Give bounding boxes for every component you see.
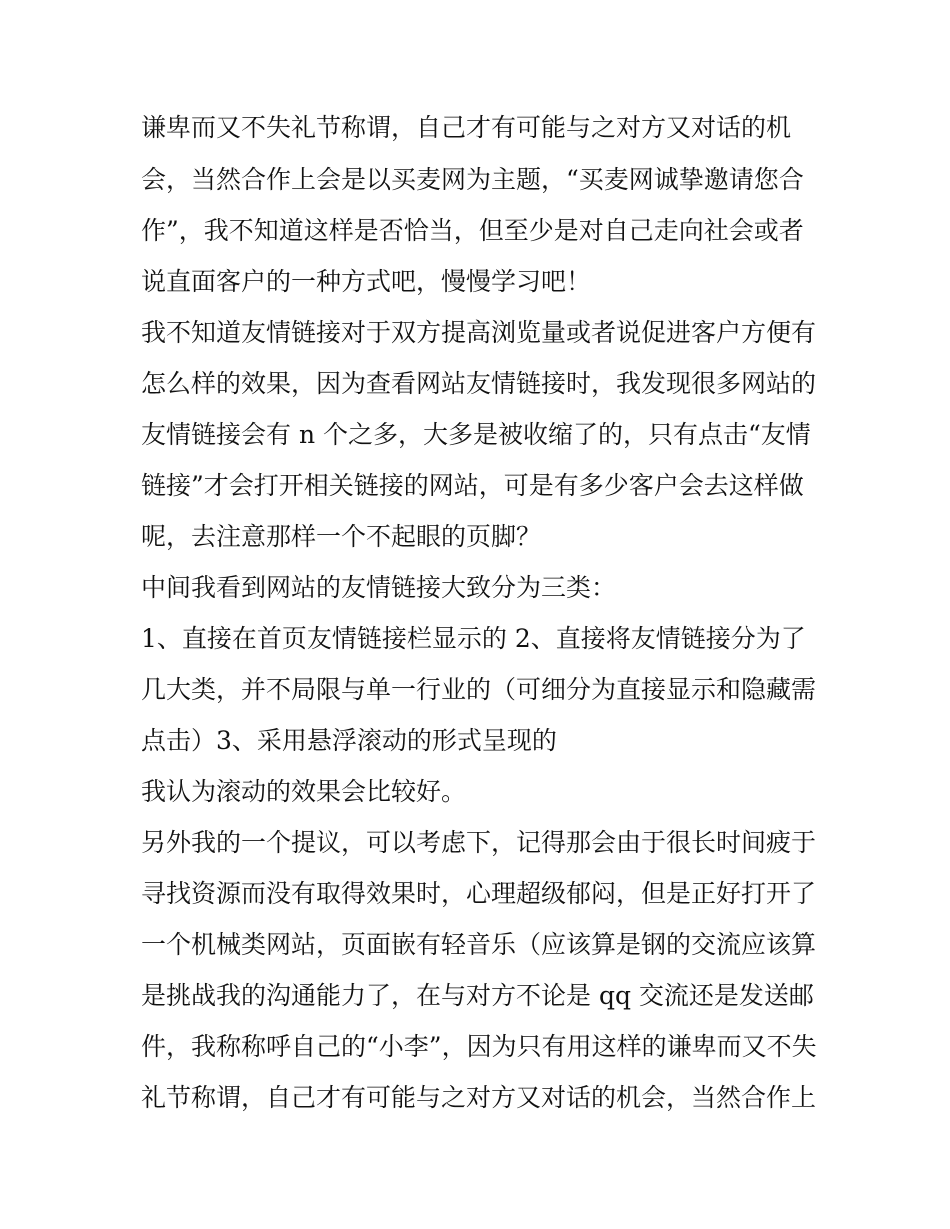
text-line: 几大类，并不局限与单一行业的（可细分为直接显示和隐藏需 [141, 675, 817, 704]
text-line: 礼节称谓，自己才有可能与之对方又对话的机会，当然合作上 [141, 1083, 817, 1112]
text-line: 寻找资源而没有取得效果时，心理超级郁闷，但是正好打开了 [141, 879, 817, 908]
text-line: 说直面客户的一种方式吧，慢慢学习吧！ [141, 267, 592, 296]
text-line: 中间我看到网站的友情链接大致分为三类： [141, 573, 617, 602]
text-line: 友情链接会有 n 个之多，大多是被收缩了的，只有点击“友情 [141, 420, 811, 449]
text-line: 一个机械类网站，页面嵌有轻音乐（应该算是钢的交流应该算 [141, 930, 817, 959]
text-line: 我认为滚动的效果会比较好。 [141, 777, 467, 806]
text-line: 链接”才会打开相关链接的网站，可是有多少客户会去这样做 [141, 471, 804, 500]
text-line: 点击）3、采用悬浮滚动的形式呈现的 [141, 726, 557, 755]
text-line: 怎么样的效果，因为查看网站友情链接时，我发现很多网站的 [141, 369, 817, 398]
text-line: 作”，我不知道这样是否恰当，但至少是对自己走向社会或者 [141, 216, 804, 245]
text-line: 另外我的一个提议，可以考虑下，记得那会由于很长时间疲于 [141, 828, 817, 857]
text-line: 我不知道友情链接对于双方提高浏览量或者说促进客户方便有 [141, 318, 817, 347]
text-line: 谦卑而又不失礼节称谓，自己才有可能与之对方又对话的机 [141, 113, 792, 142]
text-line: 件，我称称呼自己的“小李”，因为只有用这样的谦卑而又不失 [141, 1032, 817, 1061]
text-line: 1、直接在首页友情链接栏显示的 2、直接将友情链接分为了 [141, 624, 806, 653]
text-line: 是挑战我的沟通能力了，在与对方不论是 qq 交流还是发送邮 [141, 981, 814, 1010]
text-line: 呢，去注意那样一个不起眼的页脚？ [141, 522, 542, 551]
text-line: 会，当然合作上会是以买麦网为主题，“买麦网诚挚邀请您合 [141, 165, 804, 194]
